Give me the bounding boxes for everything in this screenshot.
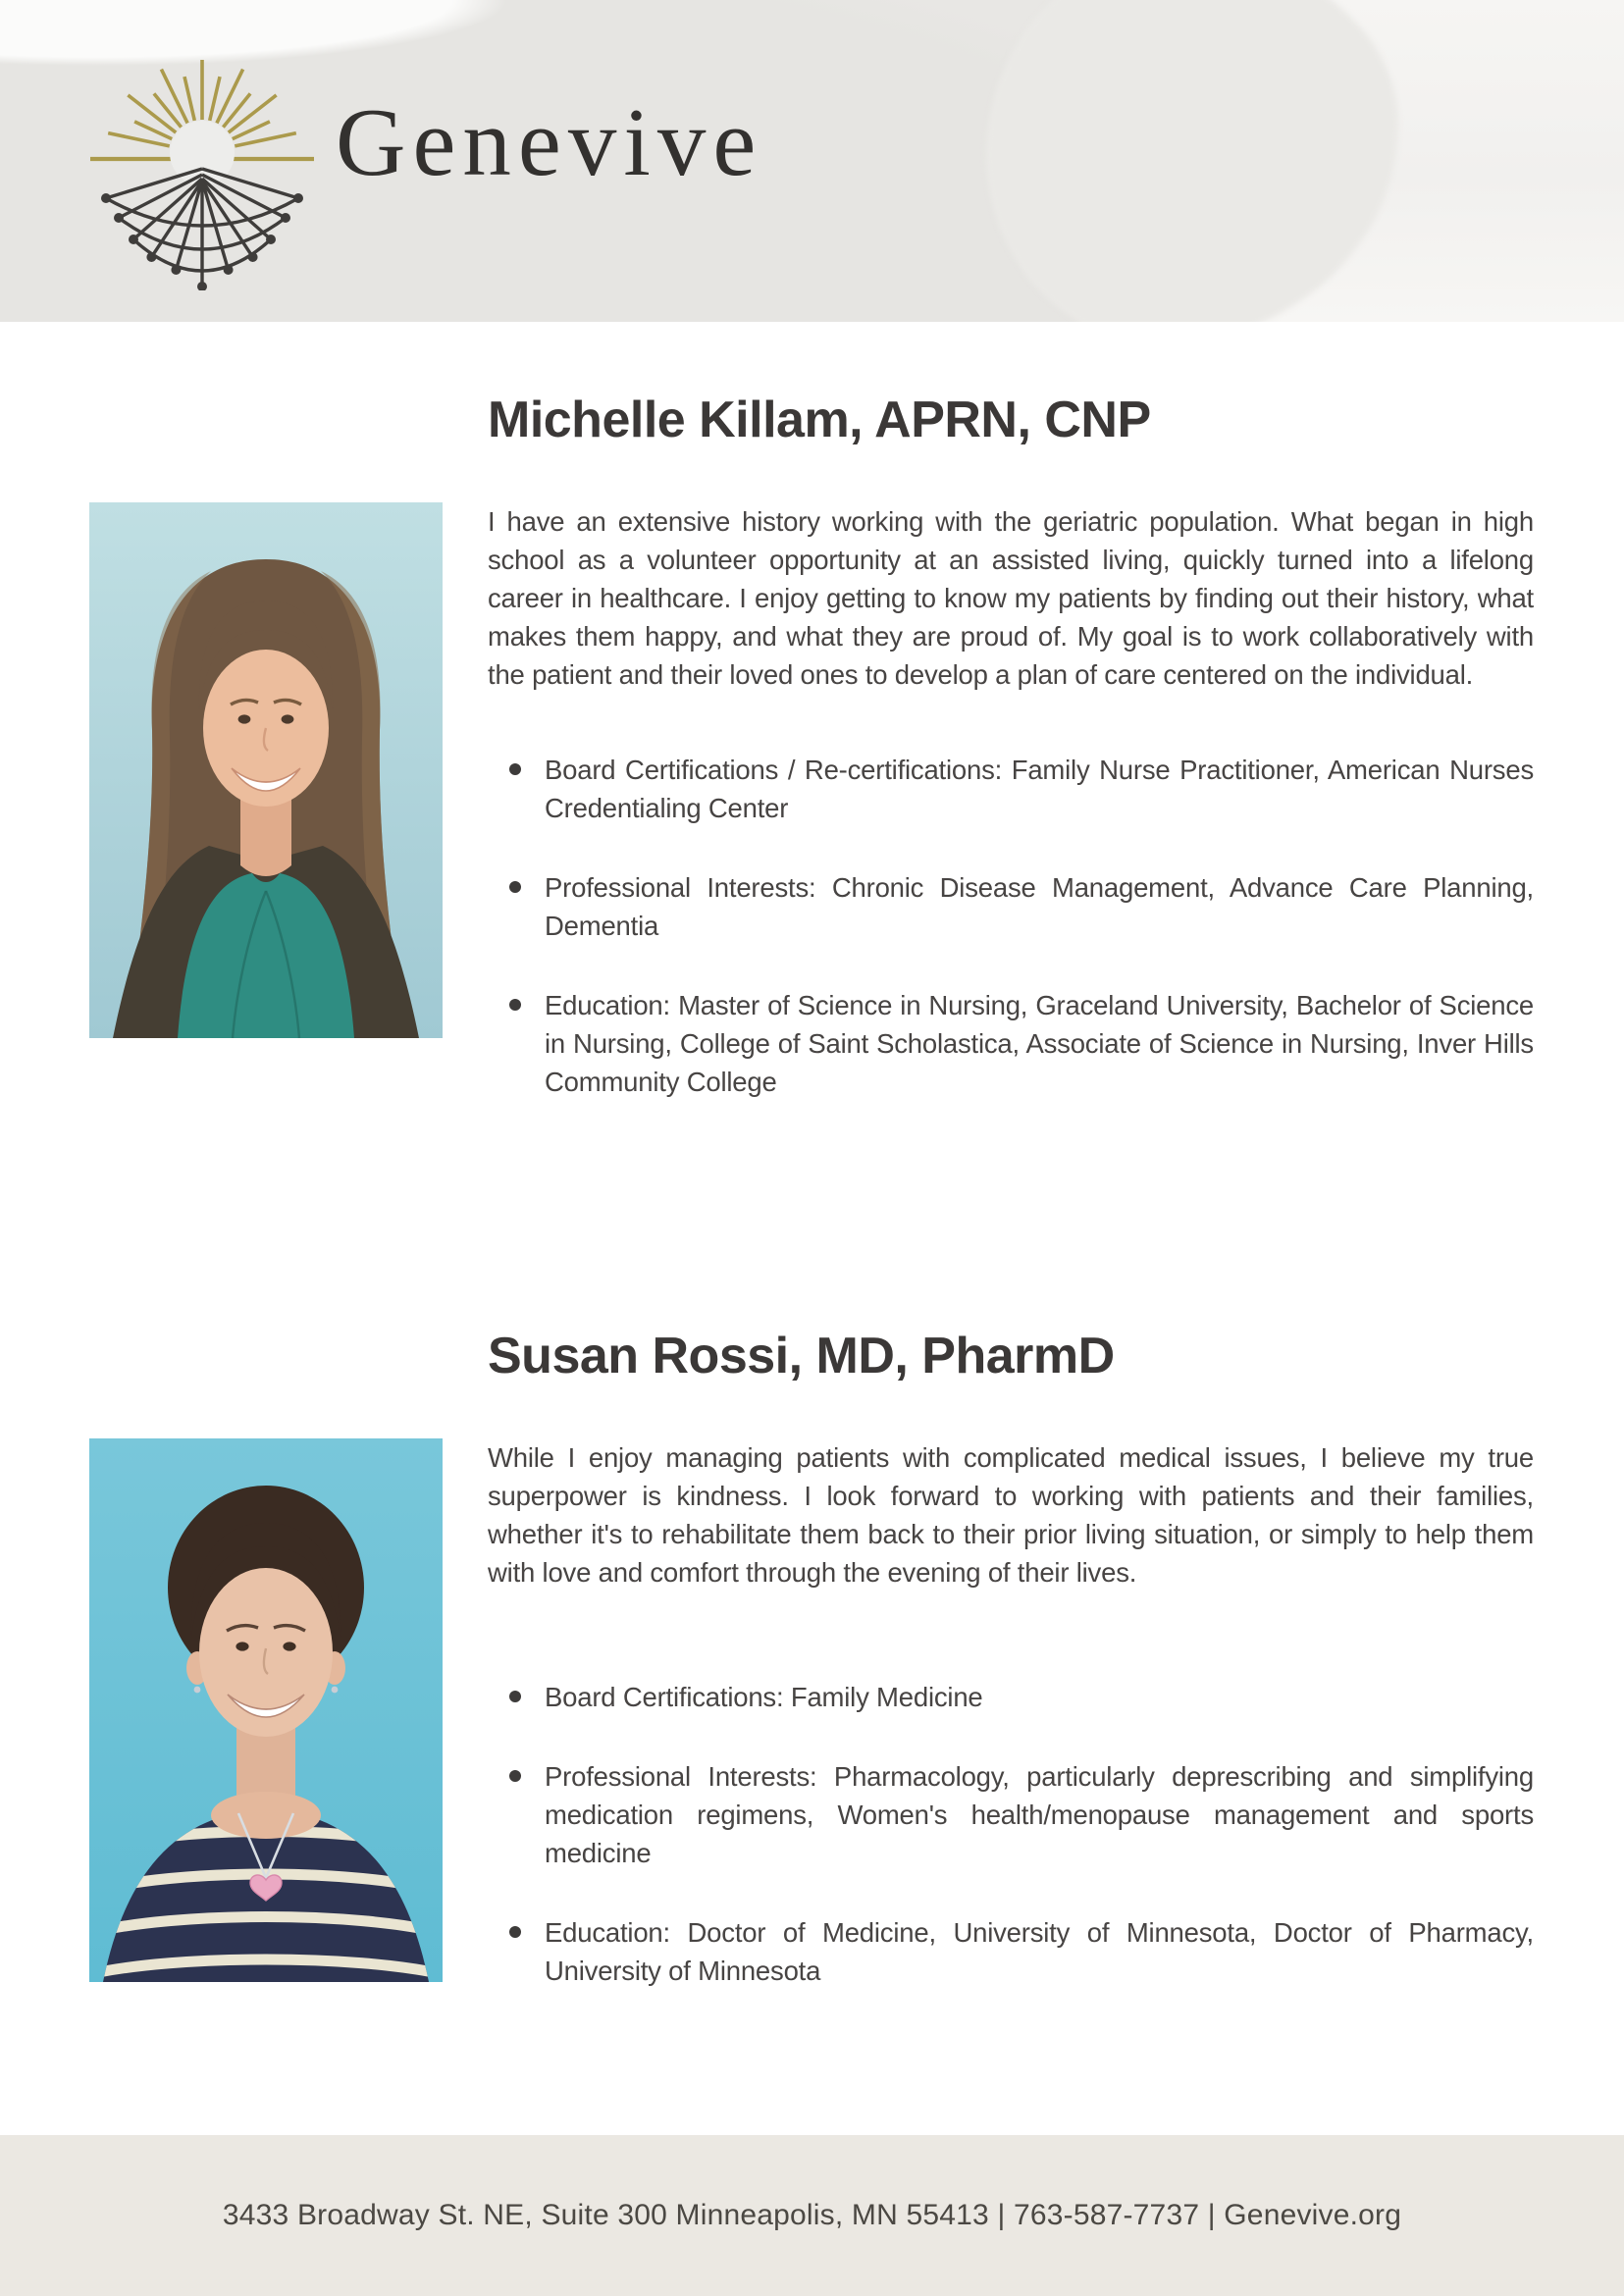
provider-photo-susan <box>89 1438 443 1982</box>
brand-wordmark: Genevive <box>336 89 763 196</box>
provider-detail-list <box>488 751 1534 1101</box>
provider-detail-list <box>488 1678 1534 1990</box>
sunburst-roots-logo-icon <box>84 43 320 290</box>
bullet-board-certifications: Board Certifications / Re-certifications: Family Nurse Practitioner, American Nurses Credentialing Center <box>488 751 1534 827</box>
page-footer <box>0 2135 1624 2296</box>
bullet-professional-interests: Professional Interests: Pharmacology, particularly deprescribing and simplifying medication regimens, Women's health/menopause management and sports medicine <box>488 1757 1534 1872</box>
bullet-education: Education: Master of Science in Nursing, Graceland University, Bachelor of Science in Nursing, College of Saint Scholastica, Associate of Science in Nursing, Inver Hills Community College <box>488 986 1534 1101</box>
provider-name-heading: Susan Rossi, MD, PharmD <box>488 1328 1115 1384</box>
provider-bio: While I enjoy managing patients with complicated medical issues, I believe my true superpower is kindness. I look forward to working with patients and their families, whether it's to rehabilitate them back to their prior living situation, or simply to help them with love and comfort through the evening of their lives. <box>488 1442 1534 1588</box>
provider-section-susan <box>0 1327 1624 1990</box>
footer-contact-line: 3433 Broadway St. NE, Suite 300 Minneapolis, MN 55413 | 763-587-7737 | Genevive.org <box>222 2199 1402 2231</box>
bullet-board-certifications: Board Certifications: Family Medicine <box>488 1678 1534 1716</box>
provider-bio: I have an extensive history working with the geriatric population. What began in high school as a volunteer opportunity at an assisted living, quickly turned into a lifelong career in healthcare. I enjoy getting to know my patients by finding out their history, what makes them happy, and what they are proud of. My goal is to work collaboratively with the patient and their loved ones to develop a plan of care centered on the individual. <box>488 506 1534 690</box>
bullet-professional-interests: Professional Interests: Chronic Disease Management, Advance Care Planning, Dementia <box>488 868 1534 945</box>
faded-llama-photo-silhouette <box>986 0 1398 322</box>
provider-section-michelle <box>0 391 1624 1101</box>
bullet-education: Education: Doctor of Medicine, University of Minnesota, Doctor of Pharmacy, University of Minnesota <box>488 1913 1534 1990</box>
page-header <box>0 0 1624 322</box>
provider-photo-michelle <box>89 502 443 1038</box>
provider-name-heading: Michelle Killam, APRN, CNP <box>488 391 1151 448</box>
